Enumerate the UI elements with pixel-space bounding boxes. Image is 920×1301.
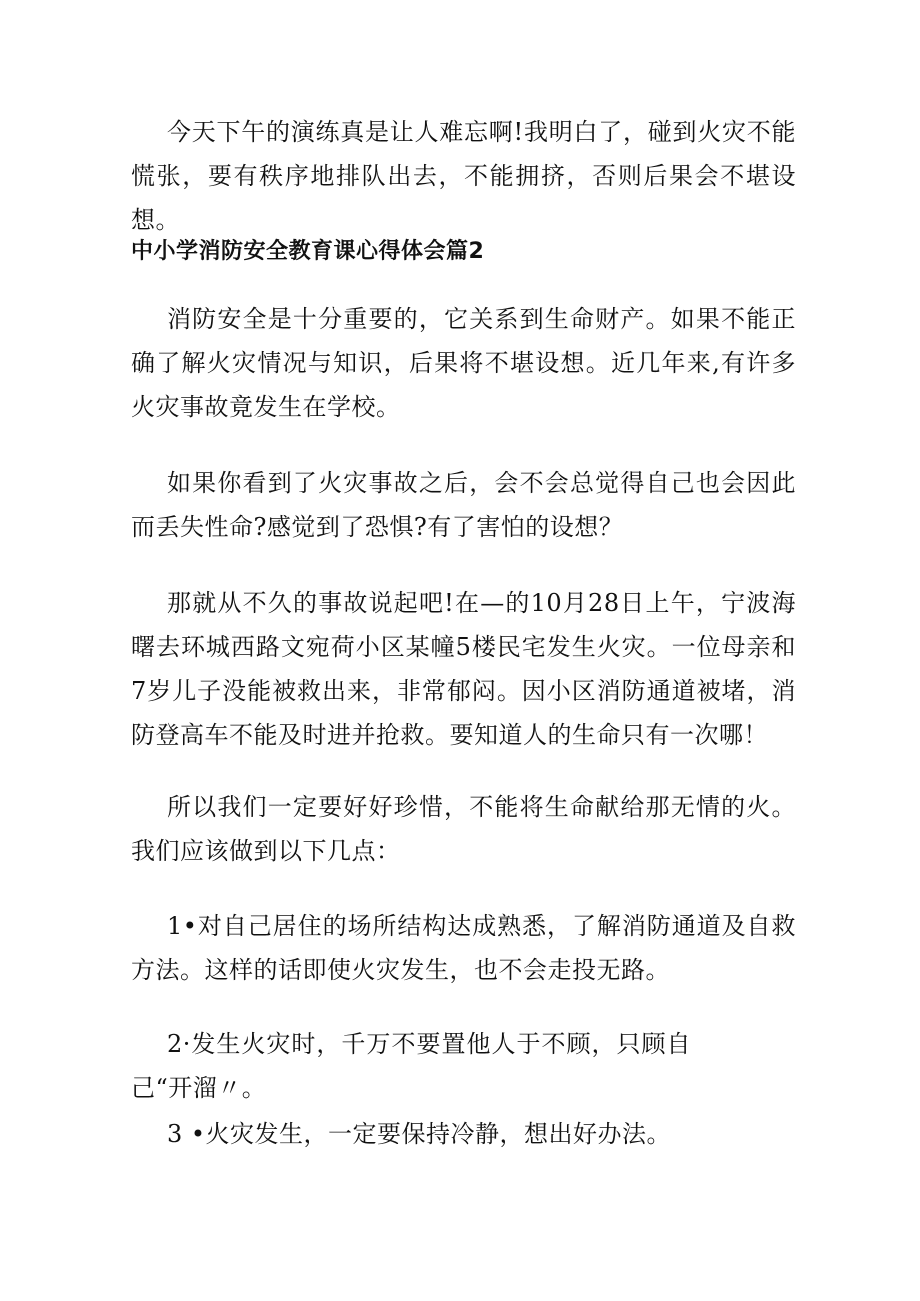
list-item-1: 1•对自己居住的场所结构达成熟悉，了解消防通道及自救方法。这样的话即使火灾发生，也不会走投无路。 xyxy=(131,912,796,984)
paragraph-fear-question: 如果你看到了火灾事故之后，会不会总觉得自己也会因此而丢失性命?感觉到了恐惧?有了害怕的设想？ xyxy=(131,469,796,541)
paragraph-fire-safety-importance: 消防安全是十分重要的，它关系到生命财产。如果不能正确了解火灾情况与知识，后果将不堪设想。近几年来,有许多火灾事故竟发生在学校。 xyxy=(131,305,796,421)
paragraph-what-to-do: 所以我们一定要好好珍惜，不能将生命献给那无情的火。我们应该做到以下几点： xyxy=(131,793,796,865)
section-heading: 中小学消防安全教育课心得体会篇2 xyxy=(131,239,485,264)
paragraph-drill-reflection: 今天下午的演练真是让人难忘啊!我明白了，碰到火灾不能慌张，要有秩序地排队出去，不能拥挤，否则后果会不堪设想。 xyxy=(131,118,796,234)
list-item-3: 3 •火灾发生，一定要保持冷静，想出好办法。 xyxy=(167,1120,672,1148)
paragraph-ningbo-incident: 那就从不久的事故说起吧!在—的10月28日上午，宁波海曙去环城西路文宛荷小区某幢5楼民宅发生火灾。一位母亲和7岁儿子没能被救出来，非常郁闷。因小区消防通道被堵，消防登高车不能及时进并抢救。要知道人的生命只有一次哪！ xyxy=(131,589,796,749)
list-item-2: 2·发生火灾时，千万不要置他人于不顾，只顾自己“开溜〃。 xyxy=(131,1030,691,1102)
